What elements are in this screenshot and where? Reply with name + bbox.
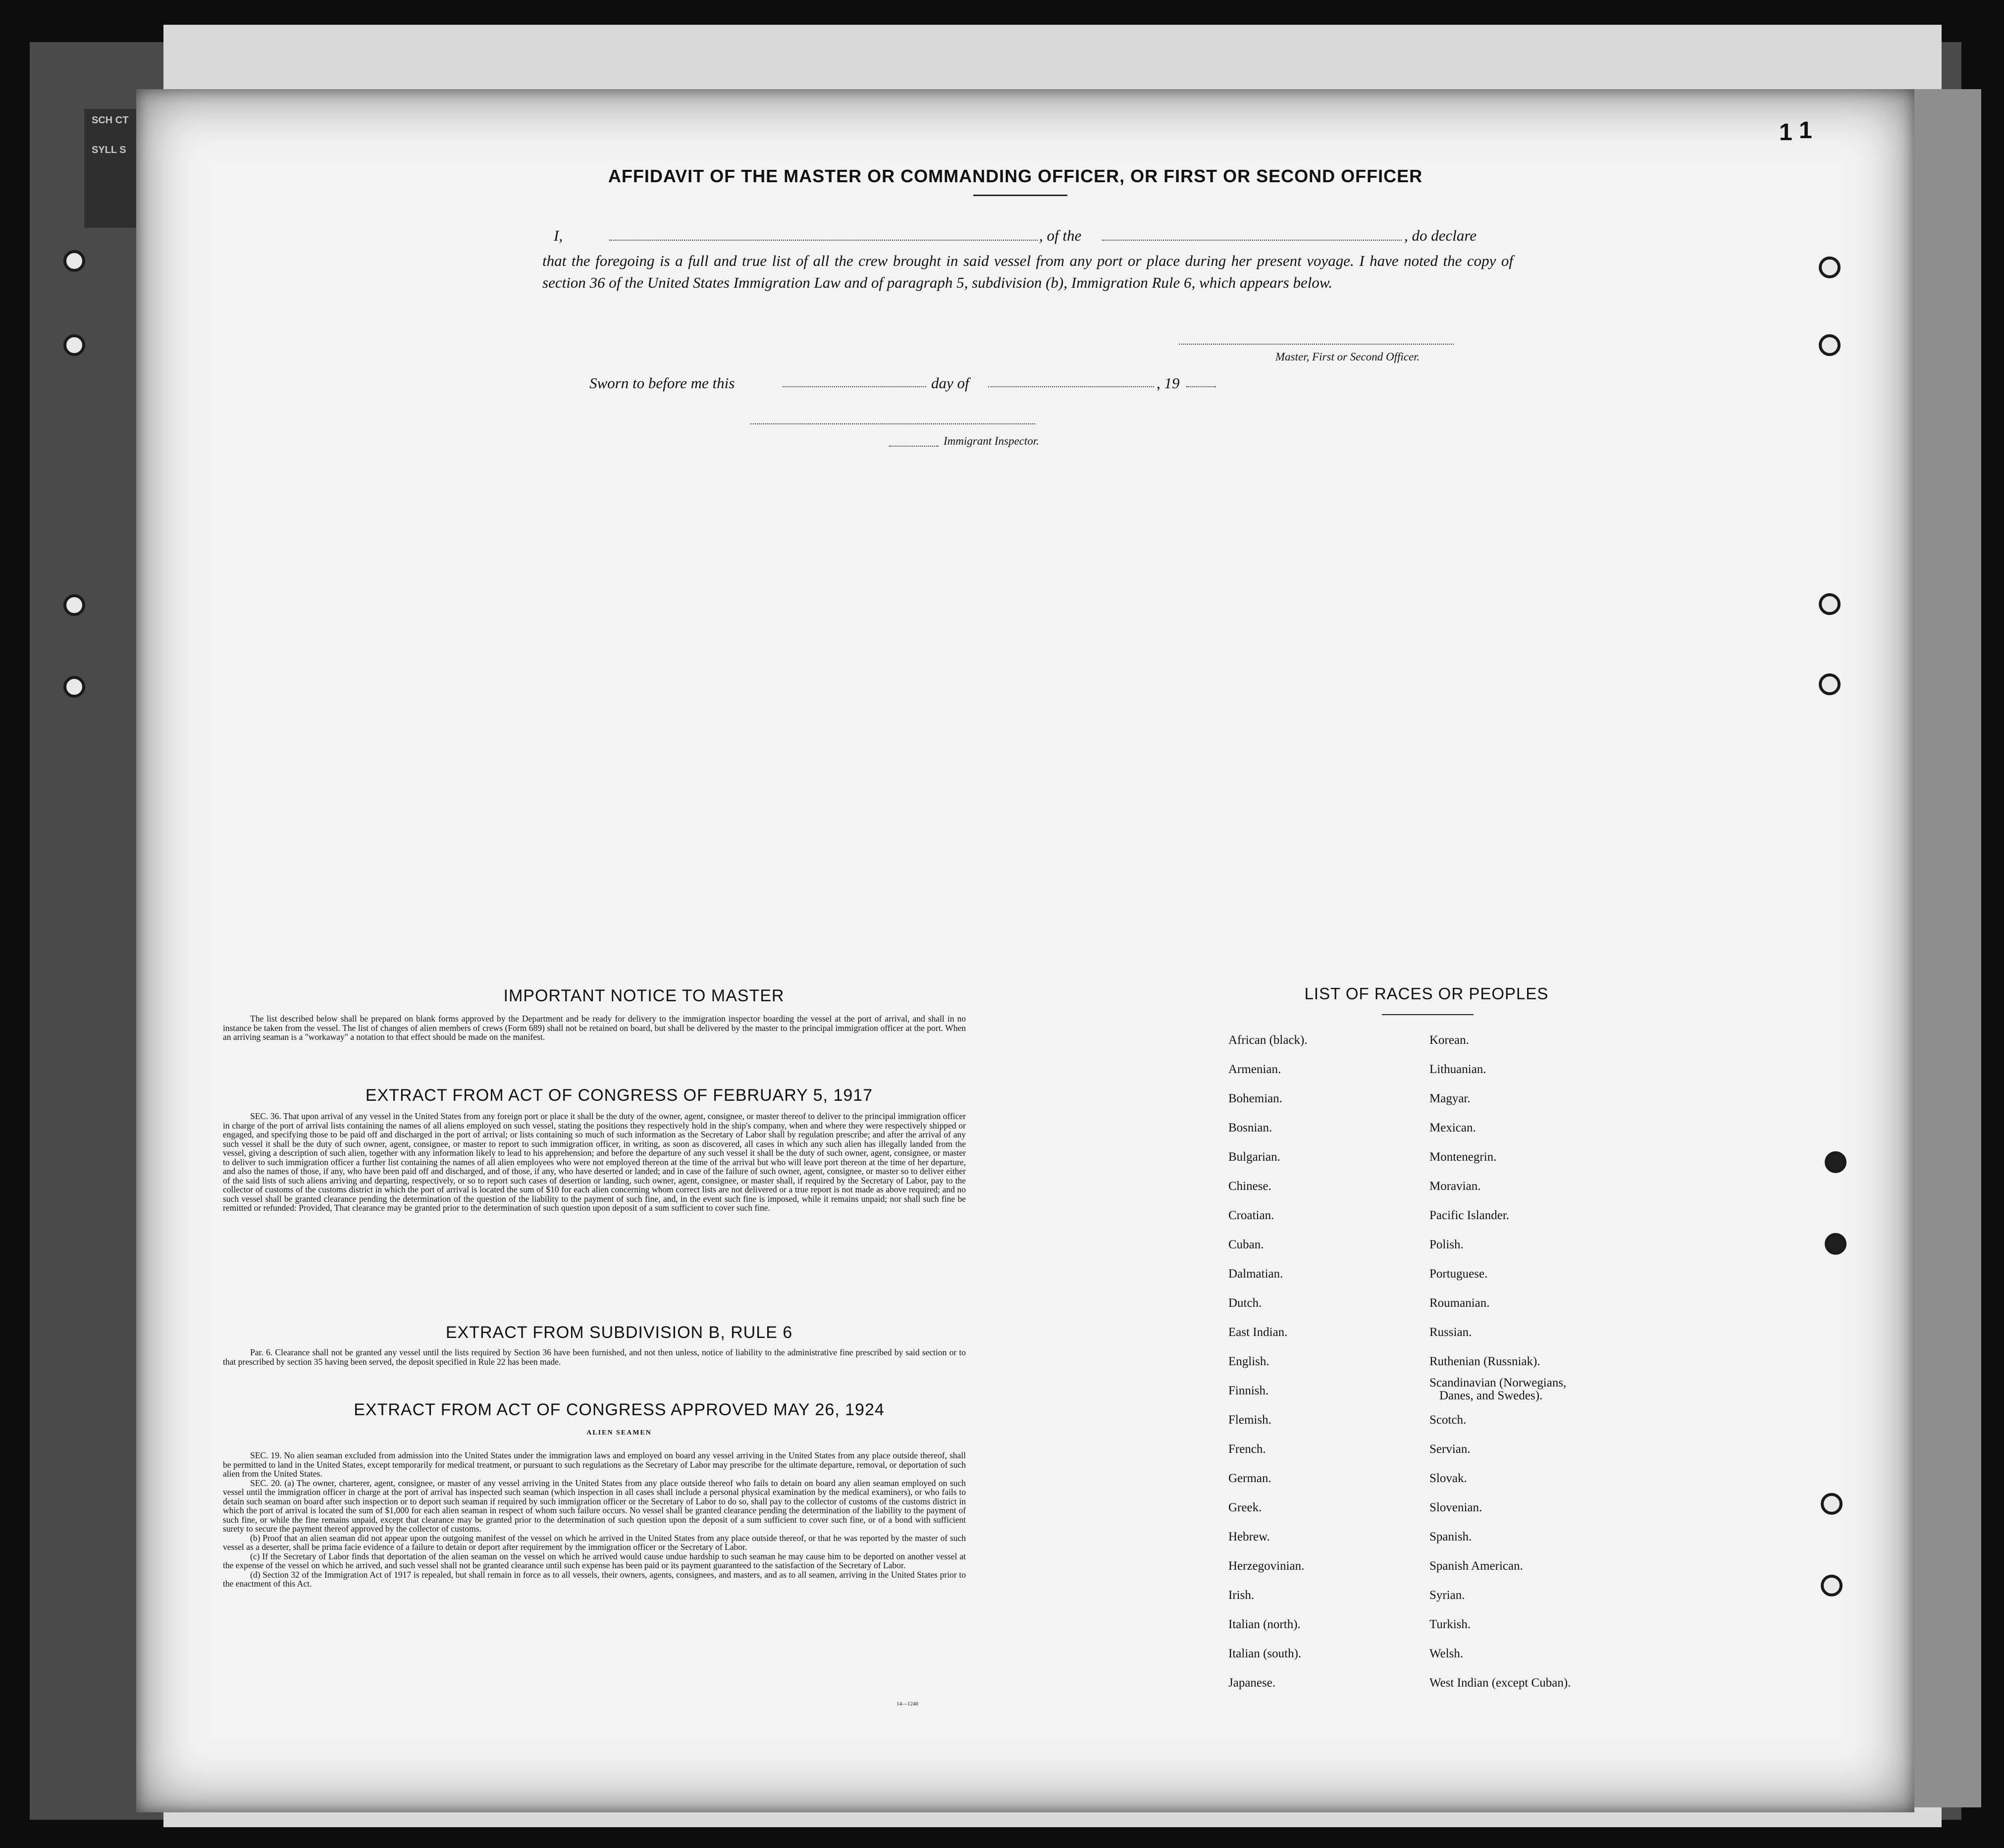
sworn-month-blank: [988, 386, 1154, 387]
sworn-day-of-label: day of: [931, 374, 969, 392]
title-underline: [973, 195, 1067, 196]
race-item: Lithuanian.: [1429, 1063, 1486, 1076]
sworn-year-label: , 19: [1157, 374, 1180, 392]
race-item: Turkish.: [1429, 1618, 1471, 1631]
race-item: Italian (north).: [1228, 1618, 1301, 1631]
punch-hole: [1821, 1493, 1843, 1515]
race-item: Italian (south).: [1228, 1647, 1302, 1660]
inspector-signature-blank-short: [889, 446, 939, 447]
races-title: LIST OF RACES OR PEOPLES: [1304, 984, 1549, 1003]
sworn-label: Sworn to before me this: [589, 374, 735, 392]
race-item: Bulgarian.: [1228, 1150, 1280, 1164]
master-name-blank: [609, 240, 1038, 241]
race-item: Bosnian.: [1228, 1121, 1272, 1134]
inspector-caption: Immigrant Inspector.: [944, 435, 1039, 447]
race-item: Finnish.: [1228, 1384, 1269, 1397]
affidavit-i-label: I,: [554, 227, 563, 244]
punch-hole: [1825, 1151, 1846, 1173]
extract-rule6-body: Par. 6. Clearance shall not be granted any vessel until the lists required by Section 36 have been furnished, and not then unless, notice of liability to the administrative fine prescribed by said section or to that prescribed by section 35 having been served, the deposit specified in Rule 22 has been made.: [223, 1347, 966, 1367]
race-item: Cuban.: [1228, 1238, 1264, 1251]
race-item: English.: [1228, 1355, 1269, 1368]
extract-1924-paragraph: SEC. 20. (a) The owner, charterer, agent, consignee, or master of any vessel arriving in the United States from any place outside thereof who fails to detain on board any alien seaman employed on such vessel until the immigration officer in charge at the port of arrival has inspected such seaman (which inspection in all cases shall include a personal physical examination by the medical examiners), or who fails to detain such seaman on board after such inspection or to deport such seaman if required by such immigration officer or the Secretary of Labor to do so, shall pay to the collector of customs of the customs district in which the port of arrival is located the sum of $1,000 for each alien seaman in respect of whom such failure occurs. No vessel shall be granted clearance pending the determination of the liability to the payment of such fine, or while the fine remains unpaid, except that clearance may be granted prior to the determination of such question upon the deposit of a sum sufficient to cover such fine, or of a bond with sufficient surety to secure the payment thereof approved by the collector of customs.: [223, 1478, 966, 1534]
page-mark: 1: [1799, 117, 1812, 144]
vessel-name-blank: [1102, 240, 1402, 241]
extract-1924-paragraph: (c) If the Secretary of Labor finds that deportation of the alien seaman on the vessel on which he arrived would cause undue hardship to such seaman he may cause him to be deported on another vessel at the expense of the vessel on which he arrived, and such vessel shall not be granted clearance until such expense has been paid or its payment guaranteed to the satisfaction of the Secretary of Labor.: [223, 1551, 966, 1570]
race-item: Portuguese.: [1429, 1267, 1488, 1281]
race-item: Scandinavian (Norwegians,: [1429, 1376, 1567, 1389]
punch-hole: [1819, 257, 1841, 278]
race-item: Croatian.: [1228, 1209, 1274, 1222]
affidavit-paragraph: that the foregoing is a full and true list of all the crew brought in said vessel from any port or place during her present voyage. I have noted the copy of section 36 of the United States Immigration Law and of paragraph 5, subdivision (b), Immigration Rule 6, which appears below.: [542, 252, 1513, 291]
punch-hole: [1819, 334, 1841, 356]
race-item: Magyar.: [1429, 1092, 1471, 1105]
page-mark: 1: [1779, 119, 1793, 146]
race-item: Ruthenian (Russniak).: [1429, 1355, 1540, 1368]
form-number: 14—1240: [897, 1701, 918, 1707]
race-item: Korean.: [1429, 1033, 1469, 1047]
race-item: French.: [1228, 1442, 1266, 1456]
extract-1924-paragraph: (d) Section 32 of the Immigration Act of 1917 is repealed, but shall remain in force as to all vessels, their owners, agents, consignees, and masters, and as to all seamen, arriving in the United States prior to the enactment of this Act.: [223, 1569, 966, 1589]
punch-hole: [63, 334, 85, 356]
race-item: Pacific Islander.: [1429, 1209, 1510, 1222]
race-item: Slovenian.: [1429, 1501, 1482, 1514]
race-item: Roumanian.: [1429, 1296, 1490, 1310]
race-item: Scotch.: [1429, 1413, 1467, 1427]
race-item: Mexican.: [1429, 1121, 1476, 1134]
alien-seamen-subtitle: ALIEN SEAMEN: [586, 1429, 652, 1437]
race-item: African (black).: [1228, 1033, 1308, 1047]
race-item: German.: [1228, 1472, 1271, 1485]
margin-stamp-line: SYLL S: [92, 145, 126, 155]
race-item: Montenegrin.: [1429, 1150, 1497, 1164]
race-item: Syrian.: [1429, 1589, 1465, 1602]
race-item: Armenian.: [1228, 1063, 1281, 1076]
extract-1924-paragraph: (b) Proof that an alien seaman did not appear upon the outgoing manifest of the vessel on which he arrived in the United States from any place outside thereof, or that he was reported by the master of such vessel as a deserter, shall be prima facie evidence of a failure to detain or deport after requirement by the immigration officer or the Secretary of Labor.: [223, 1533, 966, 1552]
race-item: Dutch.: [1228, 1296, 1262, 1310]
sworn-year-blank: [1186, 386, 1216, 387]
master-signature-caption: Master, First or Second Officer.: [1275, 351, 1420, 363]
punch-hole: [1825, 1233, 1846, 1255]
race-item: Herzegovinian.: [1228, 1559, 1305, 1573]
punch-hole: [1821, 1575, 1843, 1596]
race-item: East Indian.: [1228, 1326, 1288, 1339]
punch-hole: [63, 594, 85, 616]
affidavit-title: AFFIDAVIT OF THE MASTER OR COMMANDING OFFICER, OR FIRST OR SECOND OFFICER: [608, 166, 1423, 186]
extract-1924-paragraph: SEC. 19. No alien seaman excluded from admission into the United States under the immigration laws and employed on board any vessel arriving in the United States from any place outside thereof, shall be permitted to land in the United States, except temporarily for medical treatment, or pursuant to such regulations as the Secretary of Labor may prescribe for the ultimate departure, removal, or deportation of such alien from the United States.: [223, 1450, 966, 1479]
affidavit-declare-label: , do declare: [1404, 227, 1477, 244]
race-item: Flemish.: [1228, 1413, 1271, 1427]
master-signature-blank: [1179, 344, 1454, 345]
affidavit-of-the-label: , of the: [1039, 227, 1082, 244]
race-item: West Indian (except Cuban).: [1429, 1676, 1571, 1690]
left-margin-strip: [84, 109, 144, 228]
notice-body: The list described below shall be prepared on blank forms approved by the Department and be ready for delivery to the immigration inspector boarding the vessel at the port of arrival, and shall in no instance be taken from the vessel. The list of changes of alien members of crews (Form 689) shall not be retained on board, but shall be delivered by the master to the principal immigration officer at the port. When an arriving seaman is a "workaway" a notation to that effect should be made on the manifest.: [223, 1014, 966, 1042]
punch-hole: [63, 250, 85, 272]
race-item: Hebrew.: [1228, 1530, 1270, 1543]
race-item: Slovak.: [1429, 1472, 1467, 1485]
race-item: Japanese.: [1228, 1676, 1276, 1690]
race-item: Dalmatian.: [1228, 1267, 1283, 1281]
races-title-underline: [1382, 1014, 1474, 1015]
race-item: Spanish American.: [1429, 1559, 1523, 1573]
sworn-day-blank: [783, 386, 926, 387]
punch-hole: [1819, 593, 1841, 615]
race-item: Servian.: [1429, 1442, 1471, 1456]
extract-1917-body: SEC. 36. That upon arrival of any vessel in the United States from any foreign port or place it shall be the duty of the owner, agent, consignee, or master thereof to deliver to the principal immigration officer in charge of the port of arrival lists containing the names of all aliens employed on such vessel, stating the positions they respectively hold in the ship's company, when and where they were respectively shipped or engaged, and specifying those to be paid off and discharged in the port of arrival; or lists containing so much of such information as the Secretary of Labor shall by regulation prescribe; and after the arrival of any such vessel it shall be the duty of such owner, agent, consignee, or master to report to such immigration officer, in writing, as soon as discovered, all cases in which any such alien has illegally landed from the vessel, giving a description of such alien, together with any information likely to lead to his apprehension; and before the departure of any such vessel it shall be the duty of such owner, agent, consignee, or master to deliver to such immigration officer a further list containing the names of all alien employees who were not employed thereon at the time of the arrival but who will leave port thereon at the time of her departure, and also the names of those, if any, who have been paid off and discharged, and of those, if any, who have deserted or landed; and in case of the failure of such owner, agent, consignee, or master so to deliver either of the said lists of such aliens arriving and departing, respectively, or so to report such cases of desertion or landing, such owner, agent, consignee, or master shall, if required by the Secretary of Labor, pay to the collector of customs of the customs district in which the port of arrival is located the sum of $10 for each alien concerning whom correct lists are not delivered or a true report is not made as above required; and no such vessel shall be granted clearance pending the determination of the question of the liability to the payment of such fine, and, in the event such fine is imposed, while it remains unpaid; nor shall such fine be remitted or refunded: Provided, That clearance may be granted prior to the determination of such question upon deposit of a sum sufficient to cover such fine.: [223, 1111, 966, 1213]
race-item: Irish.: [1228, 1589, 1255, 1602]
notice-title: IMPORTANT NOTICE TO MASTER: [503, 986, 785, 1005]
race-item: Spanish.: [1429, 1530, 1472, 1543]
race-item: Chinese.: [1228, 1180, 1271, 1193]
race-item: Bohemian.: [1228, 1092, 1283, 1105]
race-item: Moravian.: [1429, 1180, 1481, 1193]
race-item: Polish.: [1429, 1238, 1464, 1251]
extract-1924-title: EXTRACT FROM ACT OF CONGRESS APPROVED MAY 26, 1924: [354, 1400, 885, 1419]
punch-hole: [1819, 673, 1841, 695]
race-item: Danes, and Swedes).: [1439, 1389, 1543, 1402]
extract-1924-body: [223, 1451, 966, 1589]
extract-1917-title: EXTRACT FROM ACT OF CONGRESS OF FEBRUARY 5, 1917: [365, 1086, 873, 1105]
race-item: Greek.: [1228, 1501, 1262, 1514]
race-item: Welsh.: [1429, 1647, 1464, 1660]
race-item: Russian.: [1429, 1326, 1472, 1339]
margin-stamp-line: SCH CT: [92, 115, 129, 126]
punch-hole: [63, 676, 85, 698]
extract-rule6-title: EXTRACT FROM SUBDIVISION B, RULE 6: [445, 1323, 793, 1342]
inspector-signature-blank: [750, 423, 1035, 424]
